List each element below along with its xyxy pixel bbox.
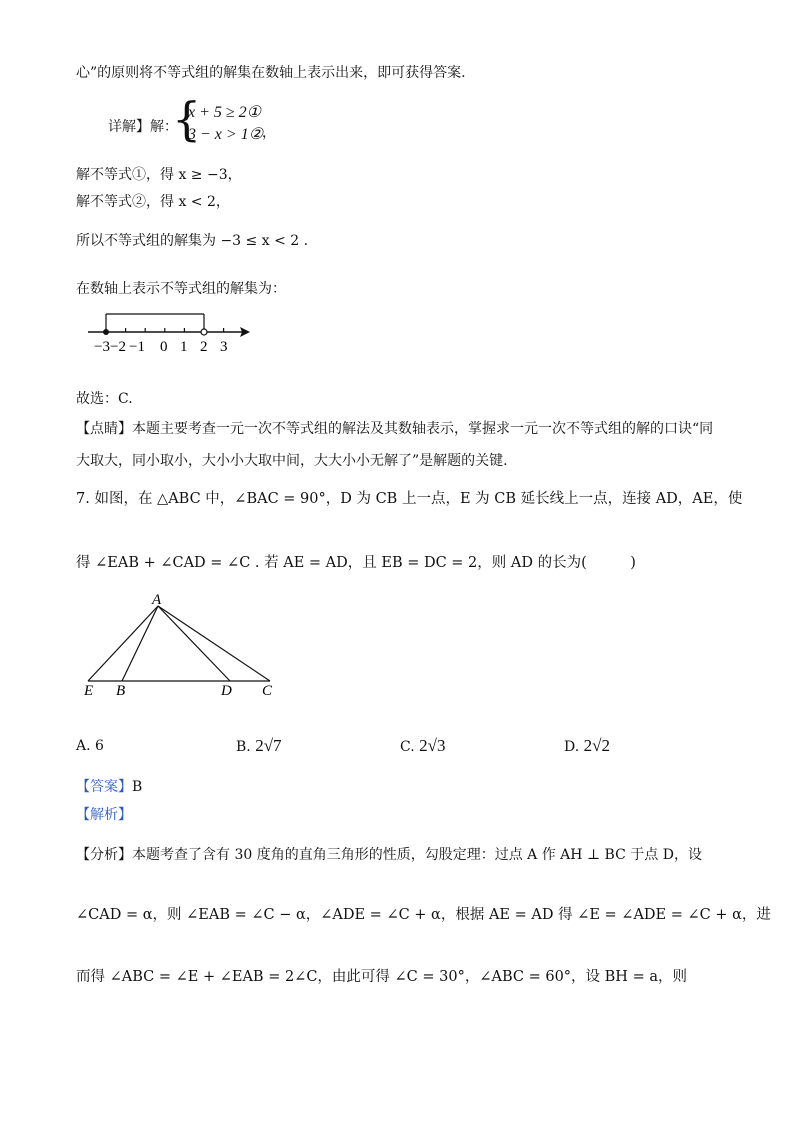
analysis-tag: 【解析】 <box>76 807 132 823</box>
comment-line-1 <box>76 420 713 438</box>
vertex-label-B: B <box>116 683 126 699</box>
solve-step-2: 解不等式②，得 x < 2， <box>76 194 230 210</box>
tick-label-neg3: −3 <box>94 339 110 355</box>
vertex-label-E: E <box>84 683 94 699</box>
option-d <box>564 737 610 756</box>
solution-set: 所以不等式组的解集为 −3 ≤ x < 2 . <box>76 233 309 249</box>
option-d-letter: D. <box>564 739 580 755</box>
option-c <box>400 737 445 756</box>
vertex-label-A: A <box>152 592 162 608</box>
system-line-2: 3 − x > 1② <box>188 126 264 143</box>
comment-line-2: 大取大，同小取小，大小小大取中间，大大小小无解了”是解题的关键. <box>76 453 508 469</box>
solve-step-1: 解不等式①，得 x ≥ −3， <box>76 167 242 183</box>
tick-label-2: 2 <box>200 339 208 355</box>
option-c-value: 2√3 <box>419 736 446 755</box>
choice-line: 故选：C. <box>76 391 133 407</box>
analysis-line-2: ∠CAD = α，则 ∠EAB = ∠C − α，∠ADE = ∠C + α，根据 AE = AD 得 ∠E = ∠ADE = ∠C + α，进 <box>76 907 771 923</box>
comment-tag: 【点睛】 <box>76 421 132 437</box>
system-brace: { <box>172 92 202 146</box>
number-line-caption: 在数轴上表示不等式组的解集为： <box>76 281 286 297</box>
answer-line <box>76 778 142 796</box>
segment-AE <box>88 606 158 681</box>
option-b <box>236 737 282 756</box>
segment-AC <box>158 606 270 681</box>
analysis-fenxi-tag: 【分析】 <box>76 847 132 863</box>
option-c-letter: C. <box>400 739 415 755</box>
tick-label-neg2: −2 <box>110 339 126 355</box>
vertex-label-C: C <box>262 683 273 699</box>
analysis-line-1 <box>76 846 702 864</box>
option-d-value: 2√2 <box>583 736 610 755</box>
option-b-value: 2√7 <box>255 736 282 755</box>
option-a-letter: A. <box>76 738 91 754</box>
answer-tag: 【答案】 <box>76 779 132 795</box>
analysis-text-1: 本题考查了含有 30 度角的直角三角形的性质，勾股定理：过点 A 作 AH ⊥ BC 于点 D，设 <box>132 847 702 863</box>
tick-label-3: 3 <box>220 339 228 355</box>
system-tail: ， <box>262 125 276 141</box>
segment-AB <box>122 606 158 681</box>
open-point-icon <box>201 329 207 335</box>
intro-paragraph: 心”的原则将不等式组的解集在数轴上表示出来，即可获得答案. <box>76 65 466 81</box>
tick-label-neg1: −1 <box>129 339 145 355</box>
closed-point-icon <box>103 329 109 335</box>
analysis-line-3: 而得 ∠ABC = ∠E + ∠EAB = 2∠C，由此可得 ∠C = 30°，∠ABC = 60°，设 BH = a，则 <box>76 969 687 985</box>
question-7-line-1: 7. 如图，在 △ABC 中，∠BAC = 90°，D 为 CB 上一点，E 为 CB 延长线上一点，连接 AD，AE，使 <box>76 491 743 507</box>
tick-label-1: 1 <box>180 339 188 355</box>
detail-label: 详解】解： <box>108 119 178 135</box>
vertex-label-D: D <box>221 683 232 699</box>
option-a <box>76 737 104 755</box>
tick-label-0: 0 <box>160 339 168 355</box>
question-7-line-2: 得 ∠EAB + ∠CAD = ∠C . 若 AE = AD，且 EB = DC = 2，则 AD 的长为( ) <box>76 555 636 571</box>
option-b-letter: B. <box>236 739 251 755</box>
option-a-value: 6 <box>95 738 104 754</box>
answer-value: B <box>132 779 143 795</box>
triangle-figure <box>78 588 288 700</box>
segment-AD <box>158 606 230 681</box>
system-line-1: x + 5 ≥ 2① <box>188 104 262 121</box>
number-line-figure <box>84 306 264 356</box>
comment-text-1: 本题主要考查一元一次不等式组的解法及其数轴表示，掌握求一元一次不等式组的解的口诀“同 <box>132 421 714 437</box>
